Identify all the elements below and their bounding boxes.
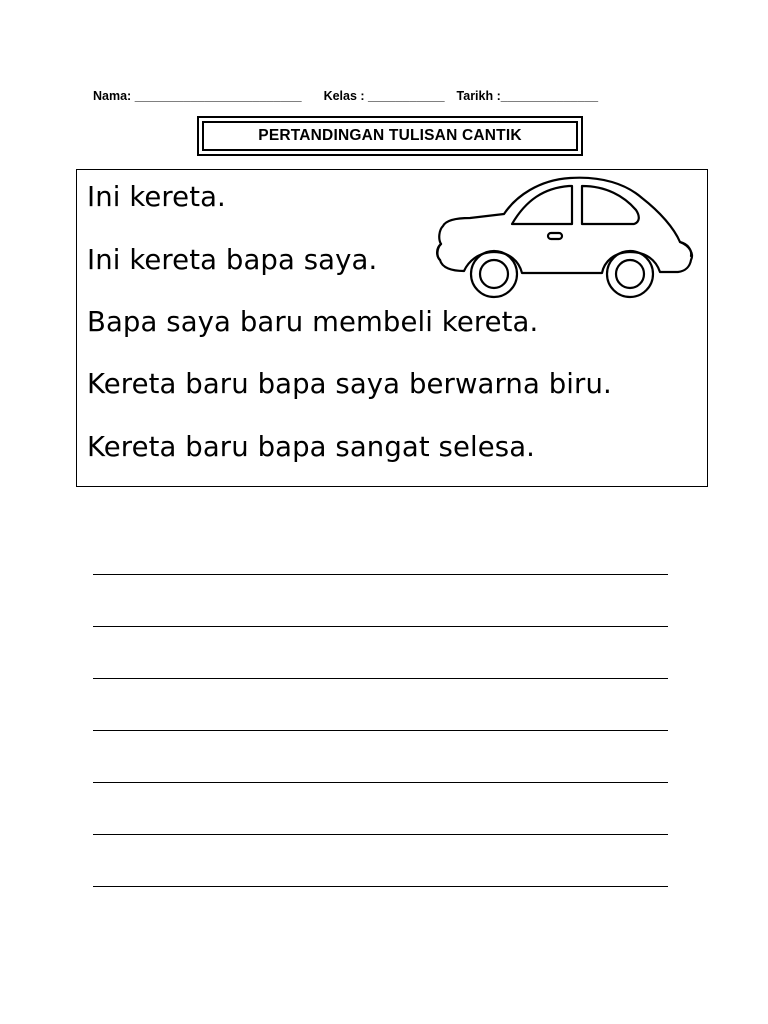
writing-line-6[interactable]: [93, 834, 668, 835]
writing-line-1[interactable]: [93, 574, 668, 575]
writing-line-7[interactable]: [93, 886, 668, 887]
sentence-4: Kereta baru bapa saya berwarna biru.: [87, 368, 612, 400]
sentence-3: Bapa saya baru membeli kereta.: [87, 306, 539, 338]
tarikh-blank[interactable]: ______________: [500, 89, 599, 103]
student-info-line: [93, 89, 693, 103]
worksheet-title: PERTANDINGAN TULISAN CANTIK: [202, 121, 578, 151]
sentence-1: Ini kereta.: [87, 181, 226, 213]
nama-label: Nama:: [93, 89, 132, 103]
writing-line-2[interactable]: [93, 626, 668, 627]
nama-blank[interactable]: ________________________: [134, 89, 302, 103]
tarikh-label: Tarikh :: [456, 89, 501, 103]
sentence-2: Ini kereta bapa saya.: [87, 244, 378, 276]
sentence-5: Kereta baru bapa sangat selesa.: [87, 431, 535, 463]
car-icon: [434, 176, 696, 304]
title-frame: [197, 116, 583, 156]
writing-line-4[interactable]: [93, 730, 668, 731]
writing-line-3[interactable]: [93, 678, 668, 679]
kelas-label: Kelas :: [323, 89, 365, 103]
kelas-blank[interactable]: ___________: [368, 89, 445, 103]
writing-line-5[interactable]: [93, 782, 668, 783]
